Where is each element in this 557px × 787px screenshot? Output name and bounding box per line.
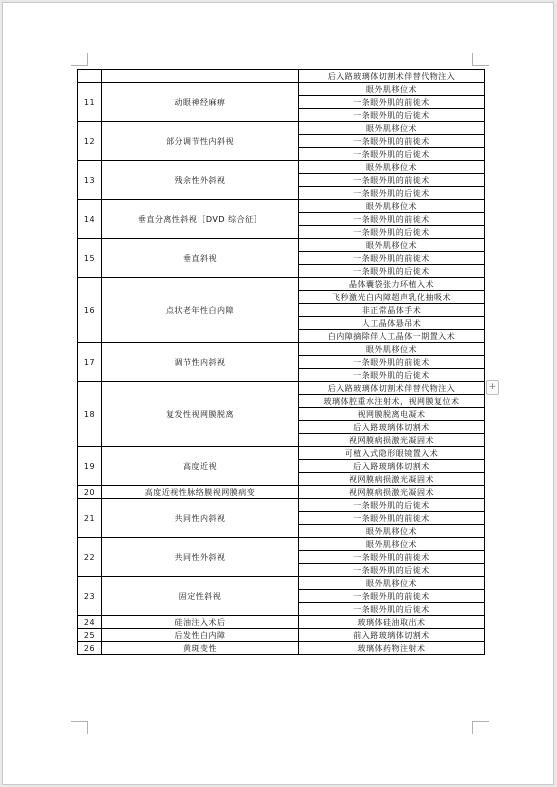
surgery-cell: 玻璃体硅油取出术 [299,616,485,629]
row-number: 18 [78,382,102,447]
surgery-cell: 眼外肌移位术 [299,538,485,551]
surgery-cell: 眼外肌移位术 [299,161,485,174]
surgery-cell: 后入路玻璃体切割术 [299,460,485,473]
table-row [78,499,485,512]
surgery-cell: 一条眼外肌的后徙术 [299,187,485,200]
table-row [78,447,485,460]
row-number: 22 [78,538,102,577]
surgery-cell: 一条眼外肌的后徙术 [299,369,485,382]
table-row [78,200,485,213]
disease-name: 残余性外斜视 [102,161,299,200]
surgery-cell: 一条眼外肌的后徙术 [299,564,485,577]
surgery-cell: 眼外肌移位术 [299,200,485,213]
table-row [78,616,485,629]
surgery-cell: 一条眼外肌的后徙术 [299,499,485,512]
disease-name: 后发性白内障 [102,629,299,642]
table-row [78,486,485,499]
surgery-cell: 一条眼外肌的前徙术 [299,96,485,109]
disease-name: 高度近视 [102,447,299,486]
surgery-cell: 一条眼外肌的后徙术 [299,603,485,616]
surgery-cell: 一条眼外肌的前徙术 [299,252,485,265]
surgery-cell: 玻璃体腔重水注射术，视网膜复位术 [299,395,485,408]
surgery-cell: 眼外肌移位术 [299,239,485,252]
surgery-cell: 一条眼外肌的前徙术 [299,512,485,525]
surgery-cell: 后入路玻璃体切割术伴替代物注入 [299,382,485,395]
row-number: 15 [78,239,102,278]
surgery-cell: 眼外肌移位术 [299,83,485,96]
surgery-cell: 一条眼外肌的后徙术 [299,265,485,278]
row-number: 14 [78,200,102,239]
disease-name: 共同性内斜视 [102,499,299,538]
surgery-cell: 晶体囊袋张力环植入术 [299,278,485,291]
row-number: 20 [78,486,102,499]
surgery-table-body [78,70,485,655]
surgery-cell: 眼外肌移位术 [299,577,485,590]
disease-name: 高度近视性脉络膜视网膜病变 [102,486,299,499]
table-row [78,538,485,551]
disease-name: 复发性视网膜脱离 [102,382,299,447]
row-number [78,70,102,83]
surgery-cell: 一条眼外肌的前徙术 [299,213,485,226]
disease-name: 部分调节性内斜视 [102,122,299,161]
disease-name: 垂直斜视 [102,239,299,278]
row-number: 12 [78,122,102,161]
row-number: 13 [78,161,102,200]
crop-mark-bottom-right-h [473,721,489,722]
surgery-cell: 眼外肌移位术 [299,343,485,356]
surgery-cell: 视网膜病损激光凝固术 [299,473,485,486]
crop-mark-top-left-h [71,65,87,66]
table-row [78,239,485,252]
surgery-cell: 一条眼外肌的后徙术 [299,226,485,239]
surgery-cell: 玻璃体药物注射术 [299,642,485,655]
surgery-cell: 视网膜病损激光凝固术 [299,434,485,447]
disease-name [102,70,299,83]
disease-name: 垂直分离性斜视［DVD 综合征］ [102,200,299,239]
surgery-cell: 视网膜脱离电凝术 [299,408,485,421]
row-number: 21 [78,499,102,538]
row-number: 16 [78,278,102,343]
row-number: 26 [78,642,102,655]
surgery-cell: 飞秒激光白内障超声乳化抽吸术 [299,291,485,304]
surgery-cell: 眼外肌移位术 [299,525,485,538]
table-row [78,278,485,291]
surgery-cell: 白内障摘除伴人工晶体一期置入术 [299,330,485,343]
surgery-cell: 一条眼外肌的前徙术 [299,551,485,564]
row-number: 25 [78,629,102,642]
row-number: 23 [78,577,102,616]
disease-name: 黄斑变性 [102,642,299,655]
row-number: 24 [78,616,102,629]
surgery-cell: 视网膜病损激光凝固术 [299,486,485,499]
add-icon[interactable]: + [486,380,499,395]
document-page [2,2,554,785]
crop-mark-top-left-v [87,53,88,66]
table-row [78,83,485,96]
surgery-cell: 后入路玻璃体切割术 [299,421,485,434]
crop-mark-bottom-left-v [87,721,88,734]
surgery-cell: 可植入式隐形眼镜置入术 [299,447,485,460]
disease-name: 动眼神经麻痹 [102,83,299,122]
surgery-cell: 非正常晶体手术 [299,304,485,317]
disease-name: 固定性斜视 [102,577,299,616]
surgery-cell: 一条眼外肌的前徙术 [299,174,485,187]
crop-mark-top-right-h [473,65,489,66]
surgery-table [77,69,485,655]
crop-mark-top-right-v [472,53,473,66]
surgery-cell: 一条眼外肌的前徙术 [299,590,485,603]
surgery-cell: 眼外肌移位术 [299,122,485,135]
disease-name: 点状老年性白内障 [102,278,299,343]
surgery-cell: 一条眼外肌的后徙术 [299,148,485,161]
surgery-cell: 一条眼外肌的前徙术 [299,356,485,369]
table-row [78,642,485,655]
table-row [78,161,485,174]
table-row [78,343,485,356]
table-row [78,629,485,642]
surgery-cell: 一条眼外肌的前徙术 [299,135,485,148]
table-row [78,382,485,395]
surgery-cell: 后入路玻璃体切割术伴替代物注入 [299,70,485,83]
surgery-cell: 前入路玻璃体切割术 [299,629,485,642]
crop-mark-bottom-left-h [71,721,87,722]
crop-mark-bottom-right-v [472,721,473,734]
disease-name: 共同性外斜视 [102,538,299,577]
row-number: 17 [78,343,102,382]
row-number: 19 [78,447,102,486]
row-number: 11 [78,83,102,122]
table-row [78,70,485,83]
table-row [78,577,485,590]
disease-name: 硅油注入术后 [102,616,299,629]
surgery-cell: 人工晶体悬吊术 [299,317,485,330]
disease-name: 调节性内斜视 [102,343,299,382]
table-row [78,122,485,135]
surgery-cell: 一条眼外肌的后徙术 [299,109,485,122]
